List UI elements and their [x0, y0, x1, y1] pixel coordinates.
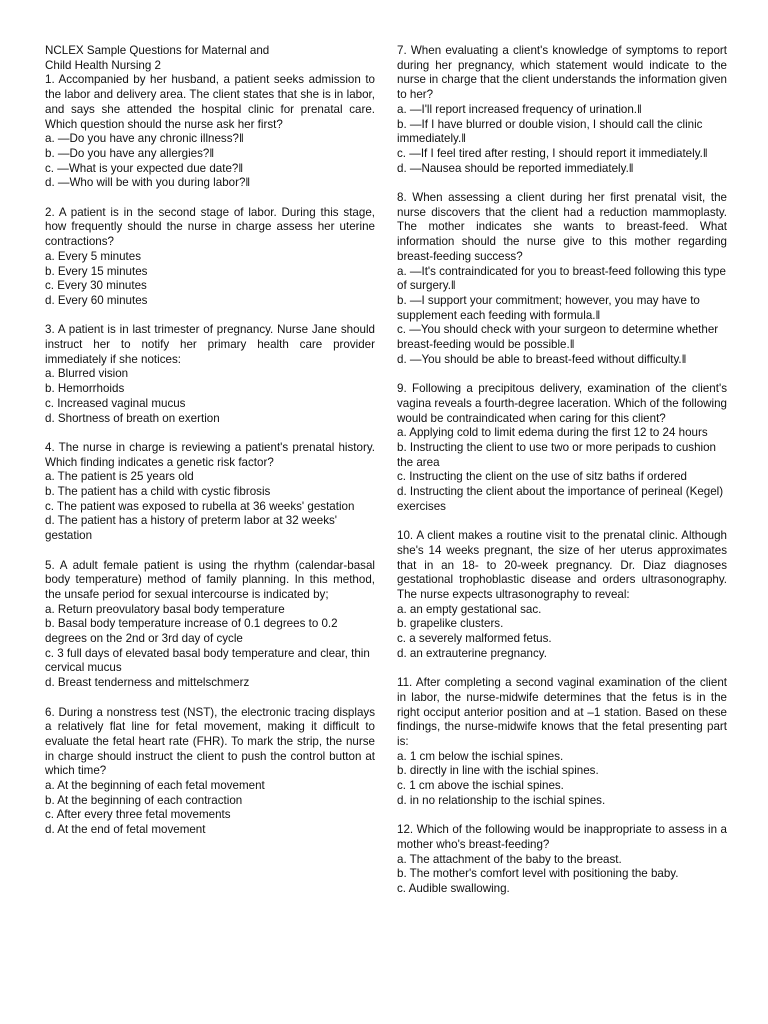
answer-option: a. The attachment of the baby to the breast.: [397, 852, 622, 866]
left-column: [45, 44, 375, 1024]
document-title: [45, 44, 375, 73]
question-stem: 7. When evaluating a client's knowledge of symptoms to report during her pregnancy, which statement would indicate to the nurse in charge that the client understands the information given to her?: [397, 44, 727, 102]
question-stem: 3. A patient is in last trimester of pregnancy. Nurse Jane should instruct her to notify her primary health care provider immediately if she notices:: [45, 323, 375, 366]
answer-option: c. Instructing the client on the use of sitz baths if ordered: [397, 470, 688, 484]
answer-option: d. —Nausea should be reported immediately.‖: [397, 161, 634, 175]
answer-option: d. Every 60 minutes: [45, 293, 148, 307]
answer-option: c. 1 cm above the ischial spines.: [397, 779, 564, 793]
answer-option: c. —If I feel tired after resting, I should report it immediately.‖: [397, 146, 708, 160]
answer-option: b. directly in line with the ischial spines.: [397, 764, 599, 778]
question-block: [45, 323, 375, 426]
answer-option: b. grapelike clusters.: [397, 617, 504, 631]
answer-option: a. 1 cm below the ischial spines.: [397, 749, 564, 763]
answer-option: b. Basal body temperature increase of 0.1 degrees to 0.2 degrees on the 2nd or 3rd day of cycle: [45, 617, 338, 646]
answer-option: d. in no relationship to the ischial spines.: [397, 793, 606, 807]
answer-option: a. an empty gestational sac.: [397, 602, 542, 616]
question-stem: 9. Following a precipitous delivery, examination of the client's vagina reveals a fourth-degree laceration. Which of the following would be contraindicated when caring for this client?: [397, 382, 727, 425]
question-stem: 10. A client makes a routine visit to the prenatal clinic. Although she's 14 weeks pregnant, the size of her uterus approximates that in an 18- to 20-week pregnancy. Dr. Diaz diagnoses gestational trophoblastic disease and orders ultrasonography. The nurse expects ultrasonography to reveal:: [397, 529, 727, 601]
answer-option: b. The mother's comfort level with positioning the baby.: [397, 867, 679, 881]
answer-option: c. —What is your expected due date?‖: [45, 161, 244, 175]
question-stem: 11. After completing a second vaginal examination of the client in labor, the nurse-midwife determines that the fetus is in the right occiput anterior position and at –1 station. Based on these findings, the nurse-midwife knows that the fetal presenting part is:: [397, 676, 727, 748]
answer-option: d. Instructing the client about the importance of perineal (Kegel) exercises: [397, 485, 724, 513]
answer-option: a. Blurred vision: [45, 367, 129, 381]
question-stem: 1. Accompanied by her husband, a patient seeks admission to the labor and delivery area. The client states that she is in labor, and says she attended the hospital clinic for prenatal care. Which question should the nurse ask her first?: [45, 73, 375, 131]
answer-option: c. After every three fetal movements: [45, 808, 231, 822]
answer-option: a. At the beginning of each fetal movement: [45, 779, 265, 793]
question-block: [45, 73, 375, 191]
answer-option: c. —You should check with your surgeon to determine whether breast-feeding would be possible.‖: [397, 323, 719, 352]
question-stem: 2. A patient is in the second stage of labor. During this stage, how frequently should the nurse in charge assess her uterine contractions?: [45, 205, 375, 249]
answer-option: b. Instructing the client to use two or more peripads to cushion the area: [397, 440, 716, 469]
question-block: [397, 676, 727, 808]
question-block: [397, 529, 727, 661]
answer-option: b. —Do you have any allergies?‖: [45, 146, 215, 160]
answer-option: c. 3 full days of elevated basal body temperature and clear, thin cervical mucus: [45, 646, 370, 675]
question-block: [397, 382, 727, 514]
answer-option: c. a severely malformed fetus.: [397, 632, 552, 646]
answer-option: a. The patient is 25 years old: [45, 470, 194, 484]
answer-option: a. —It's contraindicated for you to breast-feed following this type of surgery.‖: [397, 264, 726, 293]
title-line-1: NCLEX Sample Questions for Maternal and: [45, 44, 270, 57]
answer-option: b. The patient has a child with cystic fibrosis: [45, 485, 271, 499]
answer-option: d. The patient has a history of preterm labor at 32 weeks' gestation: [45, 514, 338, 543]
answer-option: b. At the beginning of each contraction: [45, 793, 243, 807]
answer-option: a. Every 5 minutes: [45, 249, 142, 263]
answer-option: c. The patient was exposed to rubella at 36 weeks' gestation: [45, 499, 355, 513]
question-stem: 8. When assessing a client during her first prenatal visit, the nurse discovers that the client had a reduction mammoplasty. The mother indicates she wants to breast-feed. What information should the nurse give to this mother regarding breast-feeding success?: [397, 191, 727, 263]
answer-option: d. an extrauterine pregnancy.: [397, 646, 547, 660]
answer-option: a. —I'll report increased frequency of urination.‖: [397, 102, 642, 116]
question-block: [397, 191, 727, 367]
question-block: [397, 823, 727, 897]
question-block: [397, 44, 727, 176]
answer-option: d. Breast tenderness and mittelschmerz: [45, 676, 250, 690]
answer-option: a. Applying cold to limit edema during the first 12 to 24 hours: [397, 426, 708, 440]
question-stem: 6. During a nonstress test (NST), the electronic tracing displays a relatively flat line for fetal movement, making it difficult to evaluate the fetal heart rate (FHR). To mark the strip, the nurse in charge should instruct the client to push the control button at which time?: [45, 705, 375, 778]
answer-option: a. —Do you have any chronic illness?‖: [45, 132, 244, 146]
answer-option: d. —You should be able to breast-feed without difficulty.‖: [397, 352, 687, 366]
question-block: [45, 559, 375, 691]
answer-option: c. Every 30 minutes: [45, 279, 147, 293]
answer-option: b. —If I have blurred or double vision, I should call the clinic immediately.‖: [397, 117, 703, 146]
answer-option: d. At the end of fetal movement: [45, 823, 206, 837]
question-stem: 4. The nurse in charge is reviewing a patient's prenatal history. Which finding indicates a genetic risk factor?: [45, 440, 375, 469]
answer-option: d. —Who will be with you during labor?‖: [45, 176, 251, 190]
right-column: [397, 44, 727, 1024]
question-stem: 12. Which of the following would be inappropriate to assess in a mother who's breast-feeding?: [397, 823, 727, 851]
question-stem: 5. A adult female patient is using the rhythm (calendar-basal body temperature) method of family planning. In this method, the unsafe period for sexual intercourse is indicated by;: [45, 558, 375, 601]
answer-option: b. —I support your commitment; however, you may have to supplement each feeding with formula.‖: [397, 293, 700, 322]
question-block: [45, 206, 375, 309]
answer-option: c. Audible swallowing.: [397, 882, 510, 895]
title-line-2: Child Health Nursing 2: [45, 58, 161, 72]
answer-option: d. Shortness of breath on exertion: [45, 411, 220, 425]
answer-option: b. Every 15 minutes: [45, 264, 148, 278]
question-block: [45, 706, 375, 838]
answer-option: c. Increased vaginal mucus: [45, 396, 186, 410]
answer-option: a. Return preovulatory basal body temperature: [45, 602, 285, 616]
question-block: [45, 441, 375, 544]
answer-option: b. Hemorrhoids: [45, 382, 125, 396]
